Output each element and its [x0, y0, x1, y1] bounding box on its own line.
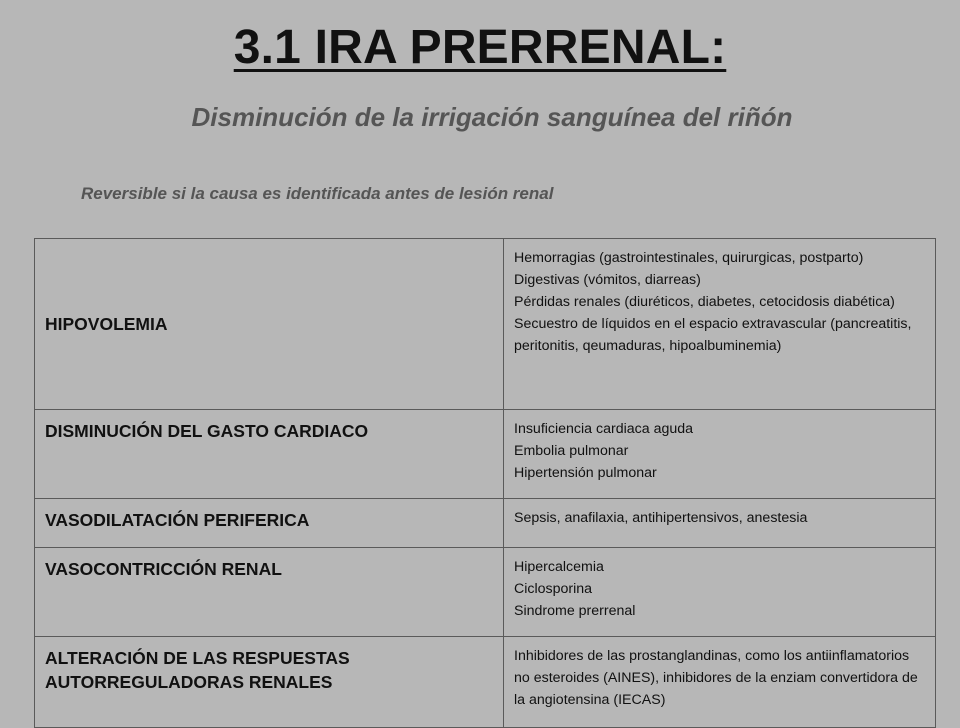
slide-subtitle: Disminución de la irrigación sanguínea del riñón [191, 102, 793, 132]
details-cell [504, 239, 936, 410]
causes-table-container [34, 238, 936, 728]
causes-table [34, 238, 936, 728]
detail-line: Sepsis, anafilaxia, antihipertensivos, anestesia [514, 510, 808, 526]
table-row [35, 548, 936, 637]
detail-line: Hipertensión pulmonar [514, 465, 657, 481]
detail-line: Pérdidas renales (diuréticos, diabetes, cetocidosis diabética) [514, 294, 895, 310]
category-cell [35, 499, 504, 548]
category-cell [35, 410, 504, 499]
category-cell [35, 239, 504, 410]
category-label: VASODILATACIÓN PERIFERICA [45, 510, 310, 530]
table-row [35, 410, 936, 499]
detail-line: Ciclosporina [514, 581, 593, 597]
details-cell [504, 637, 936, 728]
detail-line: Hemorragias (gastrointestinales, quirurgicas, postparto) [514, 250, 864, 266]
category-label: DISMINUCIÓN DEL GASTO CARDIACO [45, 421, 369, 441]
table-row [35, 637, 936, 728]
category-label: ALTERACIÓN DE LAS RESPUESTAS AUTORREGULADORAS RENALES [45, 648, 350, 692]
detail-line: Hipercalcemia [514, 559, 604, 575]
details-cell [504, 410, 936, 499]
slide-title: 3.1 IRA PRERRENAL: [233, 21, 727, 74]
detail-line: Sindrome prerrenal [514, 603, 636, 619]
category-cell [35, 548, 504, 637]
detail-line: Inhibidores de las prostanglandinas, como los antiinflamatorios no esteroides (AINES), inhibidores de la enziam convertidora de la angiotensina (IECAS) [514, 648, 918, 708]
category-cell [35, 637, 504, 728]
table-row [35, 239, 936, 410]
detail-line: Digestivas (vómitos, diarreas) [514, 272, 701, 288]
category-label: VASOCONTRICCIÓN RENAL [45, 559, 282, 579]
slide-note: Reversible si la causa es identificada antes de lesión renal [81, 184, 554, 203]
detail-line: Insuficiencia cardiaca aguda [514, 421, 694, 437]
table-row [35, 499, 936, 548]
detail-line: Secuestro de líquidos en el espacio extravascular (pancreatitis, peritonitis, qeumaduras, hipoalbuminemia) [514, 316, 912, 354]
detail-line: Embolia pulmonar [514, 443, 629, 459]
details-cell [504, 548, 936, 637]
details-cell [504, 499, 936, 548]
category-label: HIPOVOLEMIA [45, 314, 168, 335]
